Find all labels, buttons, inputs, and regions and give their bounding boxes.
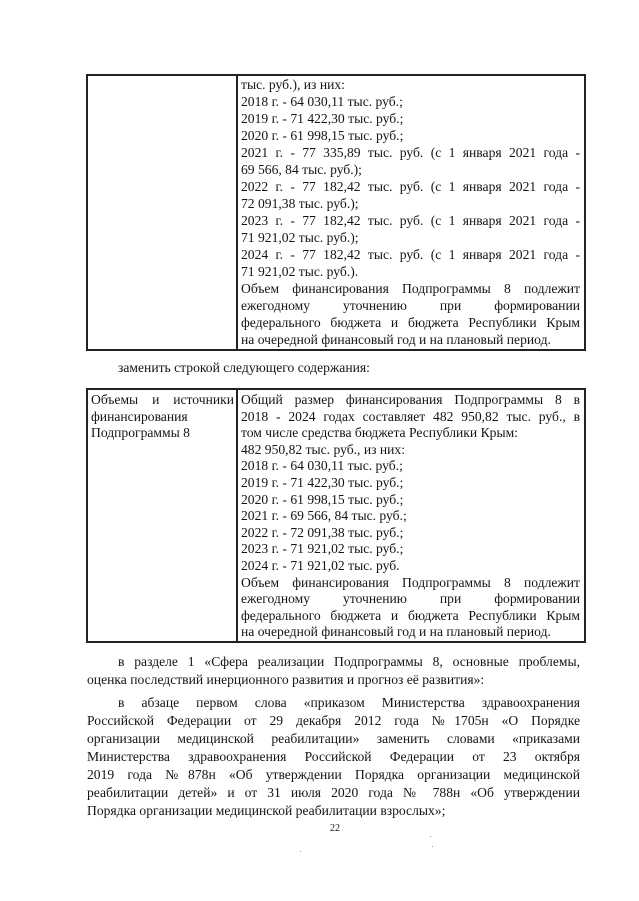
t1-line: 69 566, 84 тыс. руб.); (241, 162, 362, 177)
t1-line: 71 921,02 тыс. руб.); (241, 230, 359, 245)
t2-left-line: Подпрограммы 8 (91, 425, 190, 441)
t2-right-line: федерального бюджета и бюджета Республики Крым (241, 607, 580, 623)
t2-right-line: 2020 г. - 61 998,15 тыс. руб.; (241, 491, 404, 507)
t2-right-line: 2023 г. - 71 921,02 тыс. руб.; (241, 541, 404, 557)
table-2-right-border (584, 388, 586, 643)
t2-right-line: на очередной финансовый год и на плановый период. (241, 624, 551, 640)
t2-right-line: 482 950,82 тыс. руб., из них: (241, 441, 405, 457)
t1-line: 2024 г. - 77 182,42 тыс. руб. (с 1 января 2021 года - (241, 247, 580, 262)
t1-line: 2020 г. - 61 998,15 тыс. руб.; (241, 128, 404, 143)
t2-right-line: 2018 г. - 64 030,11 тыс. руб.; (241, 458, 403, 474)
table-1-right-border (584, 74, 586, 351)
t2-right-line: ежегодному уточнению при формировании (241, 591, 580, 607)
paragraph-line: организации медицинской реабилитации» заменить словами «приказами (87, 731, 580, 746)
paragraph-line: Министерства здравоохранения Российской Федерации от 23 октября (87, 749, 580, 764)
t1-line: 2021 г. - 77 335,89 тыс. руб. (с 1 января 2021 года - (241, 145, 580, 160)
paragraph-line: в разделе 1 «Сфера реализации Подпрограммы 8, основные проблемы, (118, 654, 580, 669)
paragraph-line: Российской Федерации от 29 декабря 2012 года №1705н «О Порядке (87, 713, 580, 728)
replace-instruction: заменить строкой следующего содержания: (118, 360, 370, 375)
paragraph-line: реабилитации детей» и от 31 июля 2020 года № 788н «Об утверждении (87, 785, 580, 800)
scan-speck (432, 846, 433, 847)
t1-line: 2018 г. - 64 030,11 тыс. руб.; (241, 94, 403, 109)
table-2-top-border (86, 388, 585, 390)
t2-right-line: 2022 г. - 72 091,38 тыс. руб.; (241, 524, 404, 540)
scan-speck (430, 836, 431, 837)
t1-line: ежегодному уточнению при формировании (241, 298, 580, 313)
t2-right-line: 2021 г. - 69 566, 84 тыс. руб.; (241, 508, 407, 524)
table-2-divider (236, 388, 238, 643)
paragraph-line: 2019 года №878н «Об утверждении Порядка организации медицинской (87, 767, 580, 782)
t2-right-line: Общий размер финансирования Подпрограммы 8 в (241, 392, 580, 407)
t2-right-line: 2024 г. - 71 921,02 тыс. руб. (241, 558, 400, 573)
paragraph-line: в абзаце первом слова «приказом Министерства здравоохранения (118, 695, 580, 710)
t2-right-line: 2019 г. - 71 422,30 тыс. руб.; (241, 475, 404, 490)
table-1-divider (236, 74, 238, 351)
t1-line: Объем финансирования Подпрограммы 8 подлежит (241, 281, 580, 296)
table-1-bottom-border (86, 349, 585, 351)
paragraph-line: Порядка организации медицинской реабилитации взрослых»; (87, 803, 446, 818)
scan-speck (300, 851, 301, 852)
t2-left-line: финансирования (91, 408, 188, 424)
t2-left-line: Объемы и источники (91, 392, 234, 407)
t1-line: 2019 г. - 71 422,30 тыс. руб.; (241, 111, 404, 126)
t1-line: на очередной финансовый год и на плановый период. (241, 332, 551, 347)
table-1-left-border (86, 74, 88, 351)
t1-line: 2023 г. - 77 182,42 тыс. руб. (с 1 января 2021 года - (241, 213, 580, 228)
t1-line: 72 091,38 тыс. руб.); (241, 196, 359, 211)
t2-right-line: Объем финансирования Подпрограммы 8 подлежит (241, 574, 580, 590)
t2-right-line: том числе средства бюджета Республики Крым: (241, 425, 518, 441)
t1-line: федерального бюджета и бюджета Республики Крым (241, 315, 580, 330)
t1-line: 71 921,02 тыс. руб.). (241, 264, 359, 279)
t2-right-line: 2018 - 2024 годах составляет 482 950,82 тыс. руб., в (241, 408, 580, 424)
t1-line: 2022 г. - 77 182,42 тыс. руб. (с 1 января 2021 года - (241, 179, 580, 194)
paragraph-line: оценка последствий инерционного развития и прогноз её развития»: (87, 672, 485, 687)
page-number: 22 (330, 823, 340, 834)
t1-line: тыс. руб.), из них: (241, 77, 345, 92)
table-2-left-border (86, 388, 88, 643)
